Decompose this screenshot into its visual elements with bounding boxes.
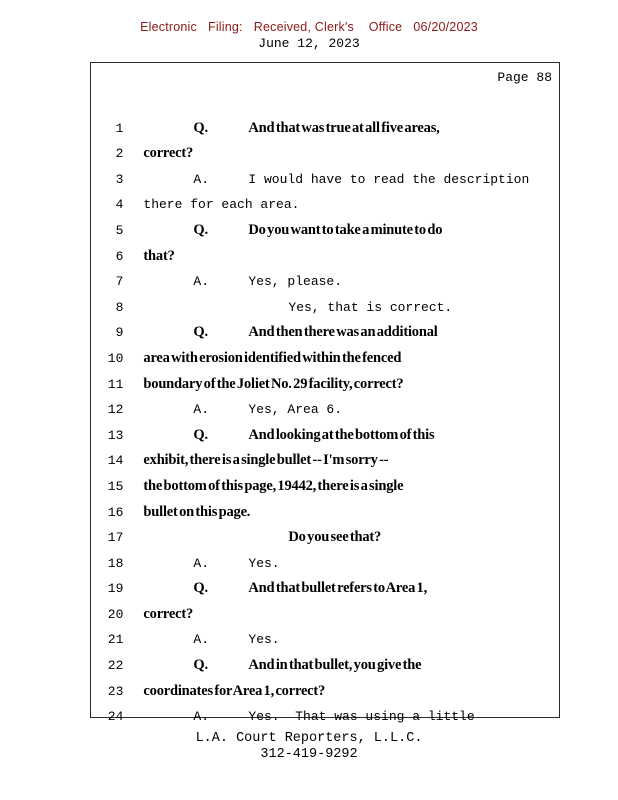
line-number: 7 bbox=[115, 274, 124, 290]
line-text-wrap bbox=[143, 397, 342, 423]
line-text-wrap bbox=[143, 423, 434, 449]
speaker-prefix: Q. bbox=[193, 657, 208, 674]
line-text-wrap bbox=[143, 320, 437, 346]
line-text: And that was true at all five areas, bbox=[248, 119, 440, 136]
line-number: 23 bbox=[107, 683, 124, 699]
line-text: And in that bullet, you give the bbox=[248, 657, 422, 674]
line-text: And looking at the bottom of this bbox=[248, 426, 435, 443]
line-text-wrap bbox=[143, 551, 279, 577]
speaker-prefix: A. bbox=[193, 402, 210, 418]
line-number: 14 bbox=[107, 453, 124, 469]
speaker-prefix: Q. bbox=[193, 324, 208, 341]
line-text-wrap bbox=[143, 627, 279, 653]
line-text-wrap bbox=[143, 576, 427, 602]
line-number: 16 bbox=[107, 504, 124, 520]
line-text: I would have to read the description bbox=[248, 171, 530, 187]
line-text-wrap bbox=[143, 116, 439, 142]
speaker-prefix: Q. bbox=[193, 580, 208, 597]
line-text: Do you see that? bbox=[288, 529, 382, 546]
speaker-prefix: A. bbox=[193, 274, 210, 290]
line-text-wrap bbox=[143, 525, 381, 551]
transcript-lines bbox=[40, 90, 580, 725]
line-number: 3 bbox=[115, 171, 124, 187]
reporter-phone: 312-419-9292 bbox=[260, 747, 358, 762]
efiling-stamp: Electronic Filing: Received, Clerk's Office 06/20/2023 bbox=[140, 20, 478, 34]
line-number: 22 bbox=[107, 658, 124, 674]
line-text: area with erosion identified within the fenced bbox=[143, 349, 402, 366]
transcript-line bbox=[40, 90, 580, 136]
line-text-wrap bbox=[143, 167, 529, 193]
line-number: 15 bbox=[107, 478, 124, 494]
line-number: 9 bbox=[115, 325, 124, 341]
line-text: Yes, please. bbox=[248, 274, 343, 290]
line-number: 13 bbox=[107, 427, 124, 443]
line-text: exhibit, there is a single bullet -- I'm sorry -- bbox=[143, 452, 389, 469]
line-text: the bottom of this page, 19442, there is a single bbox=[143, 477, 404, 494]
speaker-prefix: A. bbox=[193, 171, 210, 187]
line-number: 24 bbox=[107, 709, 124, 725]
line-number: 1 bbox=[115, 120, 124, 136]
speaker-prefix: Q. bbox=[193, 426, 208, 443]
line-text: Yes, Area 6. bbox=[248, 402, 343, 418]
line-text-wrap bbox=[143, 218, 442, 244]
line-text: Yes. bbox=[248, 555, 280, 571]
line-text-wrap bbox=[143, 192, 299, 218]
line-text-wrap bbox=[143, 372, 403, 398]
line-text-wrap bbox=[143, 346, 401, 372]
line-text-wrap bbox=[143, 602, 193, 628]
speaker-prefix: Q. bbox=[193, 221, 208, 238]
line-text-wrap bbox=[143, 679, 325, 705]
line-number: 6 bbox=[115, 248, 124, 264]
line-number: 5 bbox=[115, 222, 124, 238]
line-text-wrap bbox=[143, 500, 250, 526]
line-number: 8 bbox=[115, 299, 124, 315]
line-text: Do you want to take a minute to do bbox=[248, 221, 443, 238]
line-text: that? bbox=[143, 247, 175, 264]
speaker-prefix: A. bbox=[193, 632, 210, 648]
line-number: 20 bbox=[107, 606, 124, 622]
line-text-wrap bbox=[143, 269, 342, 295]
line-text: Yes. That was using a little bbox=[248, 709, 475, 725]
hearing-date: June 12, 2023 bbox=[258, 36, 360, 51]
line-text: bullet on this page. bbox=[143, 503, 251, 520]
line-text: coordinates for Area 1, correct? bbox=[143, 682, 326, 699]
line-number: 21 bbox=[107, 632, 124, 648]
line-text: And then there was an additional bbox=[248, 324, 438, 341]
line-text: correct? bbox=[143, 145, 194, 162]
page-number-label: Page 88 bbox=[497, 70, 552, 85]
line-number: 17 bbox=[107, 530, 124, 546]
line-number: 11 bbox=[107, 376, 124, 392]
line-text: And that bullet refers to Area 1, bbox=[248, 580, 428, 597]
line-text-wrap bbox=[143, 448, 388, 474]
speaker-prefix: A. bbox=[193, 555, 210, 571]
line-text-wrap bbox=[143, 474, 403, 500]
line-text: Yes. bbox=[248, 632, 280, 648]
line-text: there for each area. bbox=[143, 197, 300, 213]
speaker-prefix: Q. bbox=[193, 119, 208, 136]
speaker-prefix: A. bbox=[193, 709, 210, 725]
line-text-wrap bbox=[143, 244, 174, 270]
line-number: 19 bbox=[107, 581, 124, 597]
line-number: 2 bbox=[115, 146, 124, 162]
line-text: boundary of the Joliet No. 29 facility, correct? bbox=[143, 375, 404, 392]
line-number: 4 bbox=[115, 197, 124, 213]
line-text-wrap bbox=[143, 141, 193, 167]
line-text: Yes, that is correct. bbox=[288, 299, 453, 315]
line-text-wrap bbox=[143, 295, 452, 321]
line-text-wrap bbox=[143, 653, 421, 679]
line-text-wrap bbox=[143, 704, 474, 730]
line-number: 18 bbox=[107, 555, 124, 571]
line-text: correct? bbox=[143, 605, 194, 622]
reporter-name: L.A. Court Reporters, L.L.C. bbox=[195, 731, 423, 746]
line-number: 12 bbox=[107, 402, 124, 418]
line-number: 10 bbox=[107, 350, 124, 366]
